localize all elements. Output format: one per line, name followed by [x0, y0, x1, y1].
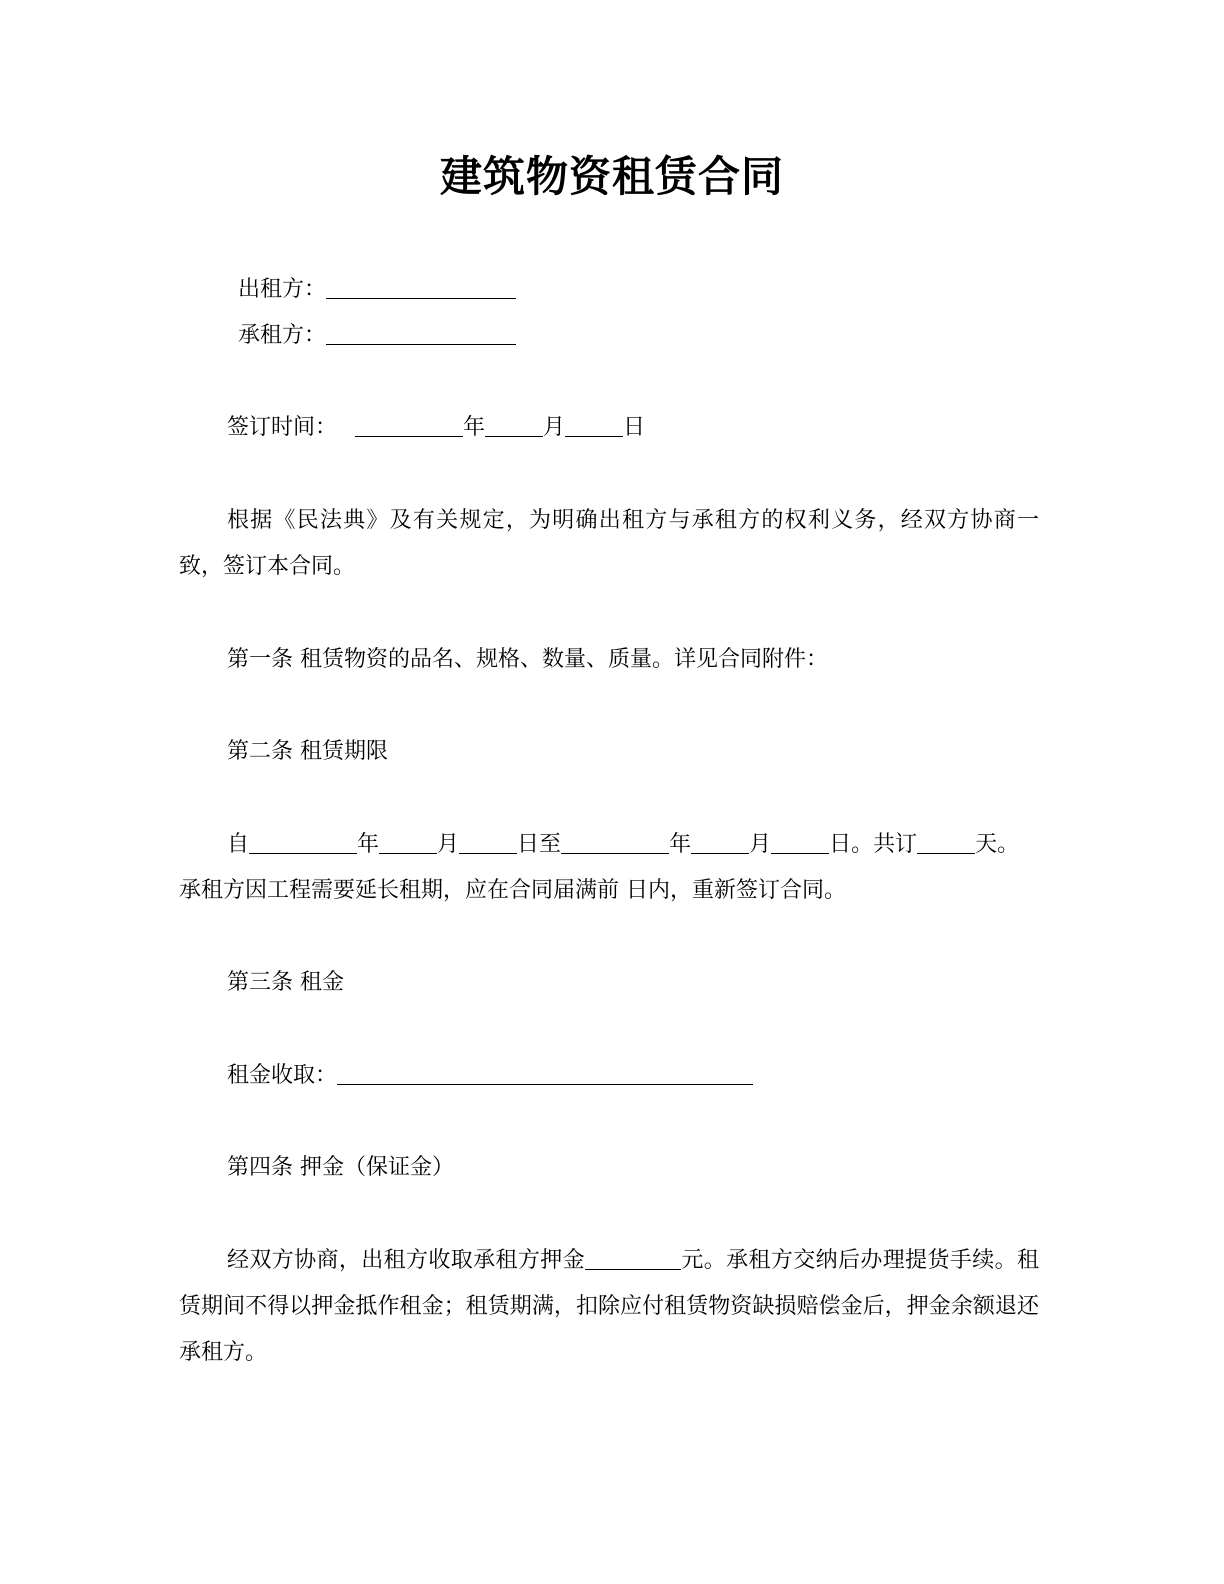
start-month-unit: 月 [437, 832, 460, 857]
lessor-blank [326, 276, 516, 299]
lessor-label: 出租方： [238, 277, 327, 302]
sign-month-unit: 月 [543, 415, 566, 440]
intro-paragraph: 根据《民法典》及有关规定，为明确出租方与承租方的权利义务，经双方协商一致，签订本合同。 [179, 508, 1039, 579]
sign-year-unit: 年 [463, 415, 486, 440]
document-title: 建筑物资租赁合同 [439, 152, 784, 201]
lessee-line [238, 321, 516, 351]
deposit-amount-blank [585, 1247, 681, 1270]
deposit-text-pre: 经双方协商，出租方收取承租方押金 [227, 1248, 585, 1273]
start-year-blank [249, 831, 357, 854]
sign-date-line [227, 413, 645, 443]
rent-label: 租金收取： [227, 1063, 338, 1088]
start-day-blank [459, 831, 517, 854]
rent-line [227, 1061, 753, 1091]
start-month-blank [379, 831, 437, 854]
sign-month-blank [485, 414, 543, 437]
article-4-title: 第四条 押金（保证金） [227, 1155, 454, 1180]
lessee-label: 承租方： [238, 323, 327, 348]
period-from: 自 [227, 832, 250, 857]
sign-day-unit: 日 [623, 415, 646, 440]
period-to: 日至 [517, 832, 562, 857]
lessor-line [238, 275, 516, 305]
sign-date-label: 签订时间： [227, 415, 338, 440]
lessee-blank [326, 322, 516, 345]
article-1: 第一条 租赁物资的品名、规格、数量、质量。详见合同附件： [227, 647, 828, 672]
days-blank [917, 831, 975, 854]
sign-day-blank [565, 414, 623, 437]
end-month-unit: 月 [749, 832, 772, 857]
sign-year-blank [355, 414, 463, 437]
deposit-paragraph [179, 1238, 1039, 1376]
article-2-title: 第二条 租赁期限 [227, 739, 388, 764]
start-year-unit: 年 [357, 832, 380, 857]
period-days: 天。 [975, 832, 1020, 857]
rent-blank [337, 1062, 753, 1085]
period-end: 日。共订 [829, 832, 918, 857]
end-year-unit: 年 [669, 832, 692, 857]
extension-line: 承租方因工程需要延长租期，应在合同届满前 日内，重新签订合同。 [179, 878, 846, 903]
article-3-title: 第三条 租金 [227, 970, 344, 995]
deposit-text-post: 元。承租方交纳后办理提货手续。租赁期间不得以押金抵作租金；租赁期满，扣除应付租赁物资缺损赔偿金后，押金余额退还承租方。 [179, 1248, 1039, 1365]
end-year-blank [561, 831, 669, 854]
end-month-blank [691, 831, 749, 854]
end-day-blank [771, 831, 829, 854]
lease-period-line [227, 830, 1019, 860]
